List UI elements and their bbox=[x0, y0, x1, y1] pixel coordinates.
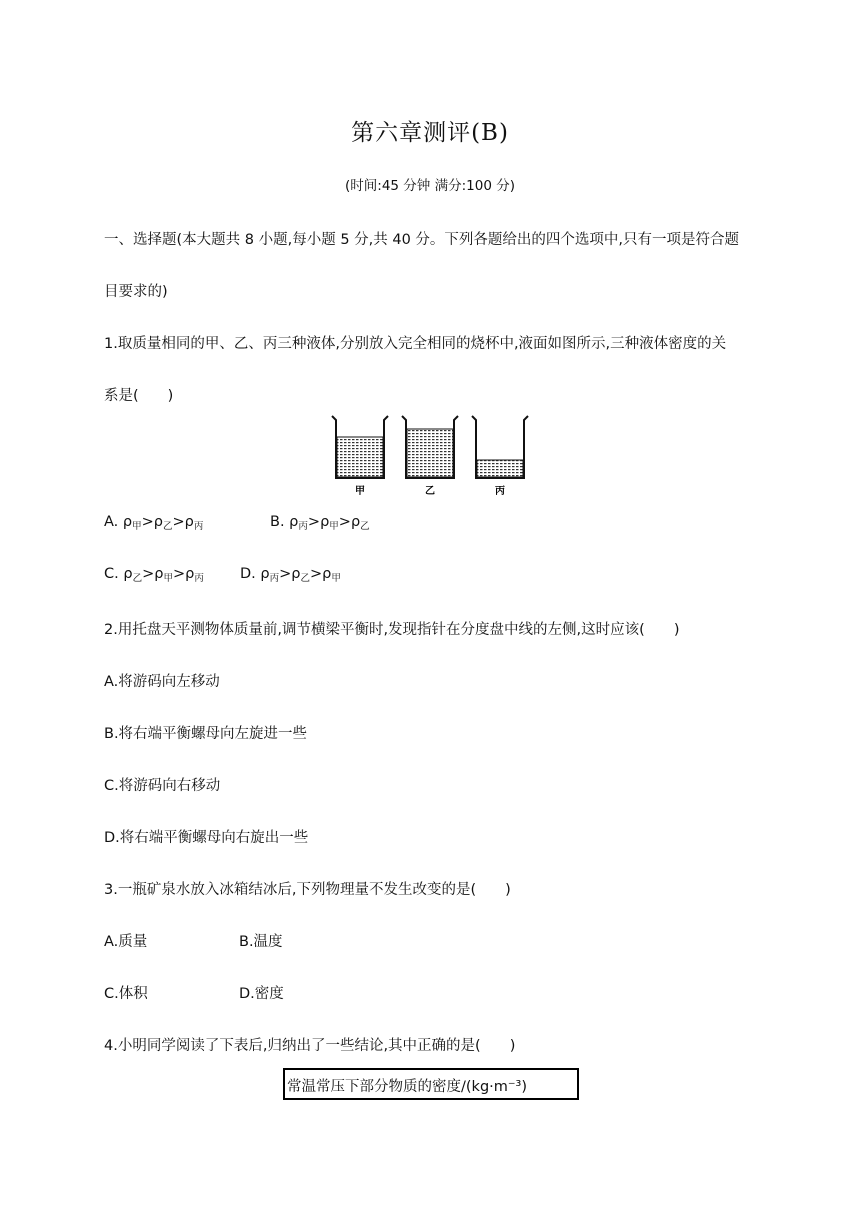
q1-option-c: C. $\rho_乙>\rho_甲>\rho_丙$ bbox=[104, 566, 204, 584]
q2-option-b: B.将右端平衡螺母向左旋进一些 bbox=[104, 726, 308, 742]
q3-option-a: A.质量 bbox=[104, 934, 148, 950]
beaker-jia bbox=[332, 416, 388, 497]
question-1-stem-line-1: 1.取质量相同的甲、乙、丙三种液体,分别放入完全相同的烧杯中,液面如图所示,三种液体密度的关 bbox=[104, 336, 727, 352]
q1-option-d: D. $\rho_丙>\rho_乙>\rho_甲$ bbox=[240, 566, 341, 584]
q1-option-a: A. $\rho_甲>\rho_乙>\rho_丙$ bbox=[104, 514, 204, 532]
beaker-label-jia: 甲 bbox=[355, 486, 365, 497]
beaker-label-yi: 乙 bbox=[425, 486, 435, 497]
question-4-stem: 4.小明同学阅读了下表后,归纳出了一些结论,其中正确的是( ) bbox=[104, 1038, 516, 1054]
liquid-bing bbox=[477, 460, 523, 477]
exam-info: (时间:45 分钟 满分:100 分) bbox=[345, 178, 515, 194]
beaker-label-bing: 丙 bbox=[495, 486, 505, 497]
question-3-stem: 3.一瓶矿泉水放入冰箱结冰后,下列物理量不发生改变的是( ) bbox=[104, 882, 511, 898]
q2-option-d: D.将右端平衡螺母向右旋出一些 bbox=[104, 830, 309, 846]
page-title: 第六章测评(B) bbox=[351, 120, 509, 146]
liquid-yi bbox=[407, 429, 453, 477]
beaker-yi bbox=[402, 416, 458, 497]
beakers-figure bbox=[328, 412, 538, 502]
question-1-stem-line-2: 系是( ) bbox=[104, 388, 174, 404]
section-heading-line-2: 目要求的) bbox=[104, 284, 168, 300]
q2-option-c: C.将游码向右移动 bbox=[104, 778, 221, 794]
q3-option-c: C.体积 bbox=[104, 986, 148, 1002]
question-2-stem: 2.用托盘天平测物体质量前,调节横梁平衡时,发现指针在分度盘中线的左侧,这时应该( ) bbox=[104, 622, 680, 638]
density-table-header-label: 常温常压下部分物质的密度/(kg·m⁻³) bbox=[287, 1079, 527, 1095]
q3-option-b: B.温度 bbox=[239, 934, 283, 950]
section-heading-line-1: 一、选择题(本大题共 8 小题,每小题 5 分,共 40 分。下列各题给出的四个选项中,只有一项是符合题 bbox=[104, 232, 740, 248]
beaker-bing bbox=[472, 416, 528, 497]
q3-option-d: D.密度 bbox=[239, 986, 284, 1002]
density-table-header bbox=[283, 1068, 579, 1100]
q2-option-a: A.将游码向左移动 bbox=[104, 674, 220, 690]
beakers-svg bbox=[328, 412, 538, 498]
q1-option-b: B. $\rho_丙>\rho_甲>\rho_乙$ bbox=[270, 514, 370, 532]
liquid-jia bbox=[337, 437, 383, 477]
